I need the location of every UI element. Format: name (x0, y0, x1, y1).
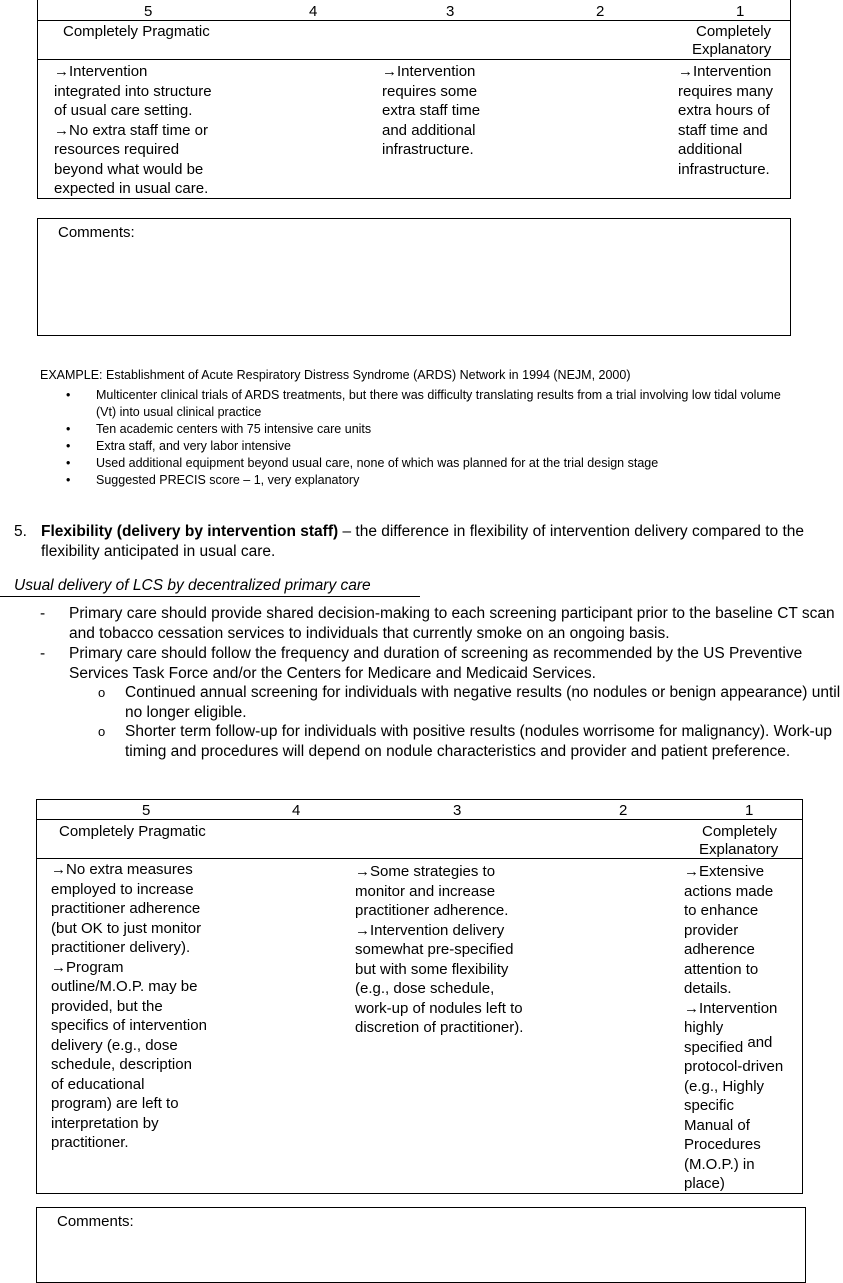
comments-box-2[interactable] (36, 1207, 806, 1283)
explanatory-label-line1: Completely (696, 23, 772, 40)
explanatory-label-line2: Explanatory (692, 41, 772, 58)
precis-scale-table-1 (37, 0, 791, 199)
example-bullets (40, 387, 796, 489)
scale-1: 1 (745, 802, 754, 819)
section-number: 5. (14, 523, 27, 540)
scale-2: 2 (596, 3, 605, 20)
comments-label: Comments: (57, 1213, 134, 1230)
scale-3: 3 (446, 3, 455, 20)
scale-5: 5 (142, 802, 151, 819)
scale-2: 2 (619, 802, 628, 819)
and-word: and (747, 1033, 773, 1051)
explanatory-label-line2: Explanatory (699, 841, 779, 858)
cell-score-3: →Some strategies to monitor and increase practitioner adherence. →Intervention delivery somewhat pre-specified but with some flexibility (e.g., dose schedule, work-up of nodules left to discretion of practitioner). (355, 863, 524, 1036)
example-bullet: • Extra staff, and very labor intensive (66, 439, 292, 453)
example-bullet: • Used additional equipment beyond usual care, none of which was planned for at the trial design stage (66, 456, 659, 470)
scale-5: 5 (144, 3, 153, 20)
cell-score-5: →Intervention integrated into structure of usual care setting. →No extra staff time or resources required beyond what would be expected in usual care. (54, 63, 212, 197)
section-title-bold: Flexibility (delivery by intervention staff) (41, 523, 339, 540)
scale-4: 4 (309, 3, 318, 20)
example-bullet: • Suggested PRECIS score – 1, very explanatory (66, 473, 360, 487)
scale-3: 3 (453, 802, 462, 819)
comments-box-1[interactable] (37, 218, 791, 336)
explanatory-label-line1: Completely (702, 823, 778, 840)
cell-score-1: →Intervention requires many extra hours of staff time and additional infrastructure. (678, 63, 774, 178)
pragmatic-label: Completely Pragmatic (63, 23, 210, 40)
example-bullet: • Ten academic centers with 75 intensive care units (66, 422, 372, 436)
comments-label: Comments: (58, 224, 135, 241)
example-heading: EXAMPLE: Establishment of Acute Respiratory Distress Syndrome (ARDS) Network in 1994 (NEJM, 2000) (40, 368, 631, 382)
usual-heading-underline (0, 596, 420, 597)
cell-score-3: →Intervention requires some extra staff time and additional infrastructure. (382, 63, 481, 158)
section-5-heading (14, 522, 834, 562)
pragmatic-label: Completely Pragmatic (59, 823, 206, 840)
precis-scale-table-2 (36, 799, 803, 1194)
example-bullet: • Multicenter clinical trials of ARDS treatments, but there was difficulty translating results from a trial involving low tidal volume (Vt) into usual clinical practice (66, 388, 781, 419)
scale-numbers (37, 801, 802, 820)
scale-4: 4 (292, 802, 301, 819)
usual-delivery-heading: Usual delivery of LCS by decentralized primary care (14, 577, 371, 594)
example-block (40, 367, 796, 489)
cell-score-1: →Extensive actions made to enhance provider adherence attention to details. →Intervention highly specified and protocol-driven (e.g., Highly specific Manual of Procedures (M.O.P.) in place) (684, 863, 784, 1192)
scale-1: 1 (736, 3, 745, 20)
scale-numbers (38, 2, 790, 21)
section-title-rest: – the difference in flexibility of intervention delivery compared to the flexibility anticipated in usual care. (41, 523, 804, 560)
cell-score-5: →No extra measures employed to increase practitioner adherence (but OK to just monitor practitioner delivery). →Program outline/M.O.P. may be provided, but the specifics of intervention delivery (e.g., dose schedule, description of educational program) are left to interpretation by practitioner. (51, 861, 207, 1151)
